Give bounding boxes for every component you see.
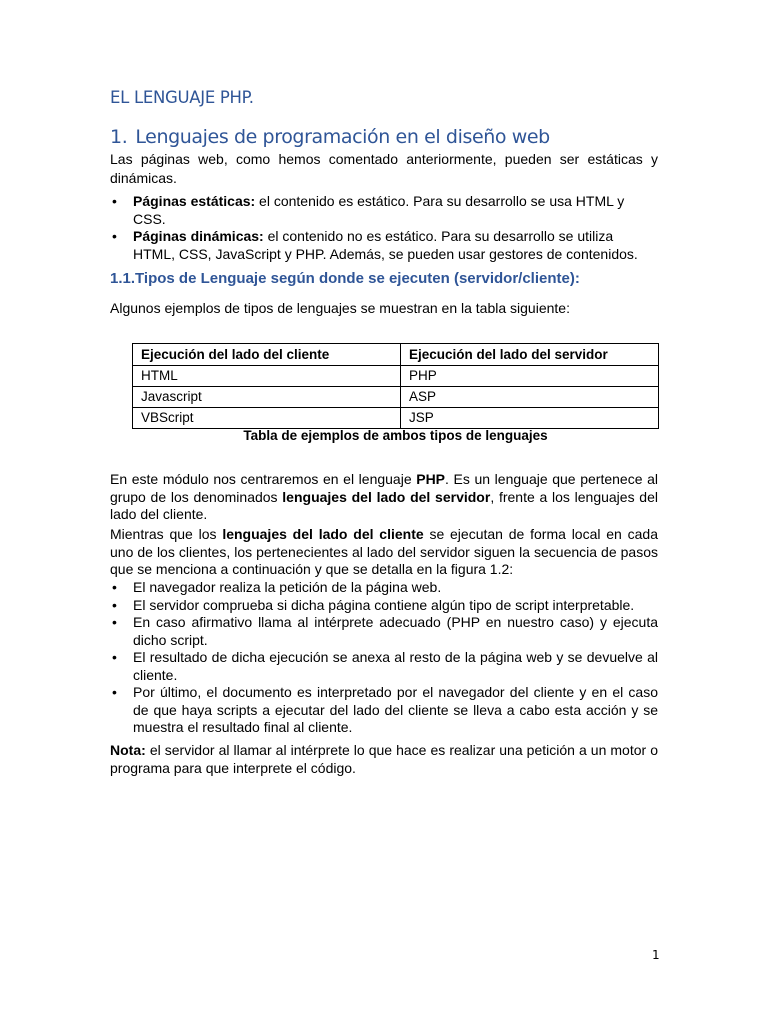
table-cell: Javascript [133,387,401,408]
bullet-icon: • [112,193,117,209]
list-item-text: En caso afirmativo llama al intérprete adecuado (PHP en nuestro caso) y ejecuta dicho script. [133,614,658,648]
text-run: Mientras que los [110,526,223,542]
bullet-icon: • [112,596,117,613]
list-item-text: El resultado de dicha ejecución se anexa al resto de la página web y se devuelve al cliente. [133,649,658,683]
list-item [110,193,658,228]
section-heading [110,126,550,148]
intro-paragraph: Las páginas web, como hemos comentado anteriormente, pueden ser estáticas y dinámicas. [110,151,658,186]
list-item [110,228,658,263]
list-item [110,614,658,649]
text-run: En este módulo nos centraremos en el lenguaje [110,471,417,487]
page-number: 1 [652,948,660,962]
note-text: el servidor al llamar al intérprete lo que hace es realizar una petición a un motor o programa para que interprete el código. [110,742,658,776]
table-cell: PHP [401,366,659,387]
bullet-icon: • [112,579,117,595]
list-item-term: Páginas estáticas: [133,193,256,209]
table-cell: HTML [133,366,401,387]
list-item [110,649,658,684]
list-item-text: el contenido es estático. Para su desarrollo se usa HTML y CSS. [133,193,625,227]
list-item-text: Por último, el documento es interpretado por el navegador del cliente y en el caso de que haya scripts a ejecutar del lado del cliente se lleva a cabo esta acción y se muestra el resultado final al cliente. [133,684,658,735]
steps-list [110,579,658,737]
table-cell: VBScript [133,408,401,429]
examples-paragraph: Algunos ejemplos de tipos de lenguajes se muestran en la tabla siguiente: [110,300,570,316]
list-item [110,597,658,615]
bold-run: PHP [416,471,446,487]
list-item-text: El servidor comprueba si dicha página contiene algún tipo de script interpretable. [133,596,635,613]
table-caption: Tabla de ejemplos de ambos tipos de lenguajes [243,428,548,443]
page-types-list [110,193,658,263]
text-run: , frente a los lenguajes del lado del cliente. [110,488,658,522]
bullet-icon: • [112,228,117,244]
bold-run: lenguajes del lado del servidor [282,488,491,505]
note-label: Nota: [110,742,146,758]
table-row [133,387,659,408]
list-item-text: el contenido no es estático. Para su desarrollo se utiliza HTML, CSS, JavaScript y PHP. Además, se pueden usar gestores de contenidos. [133,228,638,262]
table-header-row [133,344,659,366]
languages-table [132,343,659,429]
bullet-icon: • [112,614,117,630]
column-header-server: Ejecución del lado del servidor [401,344,659,366]
list-item-text: El navegador realiza la petición de la página web. [133,579,442,595]
table-row [133,408,659,429]
text-run: se ejecutan de forma local en cada uno de los clientes, los pertenecientes al lado del servidor siguen la secuencia de pasos que se menciona a continuación y que se detalla en la figura 1.2: [110,526,658,577]
table-cell: JSP [401,408,659,429]
bold-run: lenguajes del lado del cliente [222,526,424,542]
document-title: EL LENGUAJE PHP. [110,88,254,107]
subsection-heading: 1.1.Tipos de Lenguaje según donde se ejecuten (servidor/cliente): [110,270,580,287]
text-run: . Es un lenguaje que pertenece al grupo de los denominados [110,471,658,505]
table-cell: ASP [401,387,659,408]
list-item [110,579,658,597]
note-paragraph [110,742,658,777]
column-header-client: Ejecución del lado del cliente [133,344,401,366]
steps-intro-paragraph [110,526,658,579]
module-paragraph [110,471,658,524]
section-number: 1. [110,126,128,148]
table-row [133,366,659,387]
bullet-icon: • [112,649,117,665]
section-title: Lenguajes de programación en el diseño web [135,126,550,148]
list-item-term: Páginas dinámicas: [133,228,264,244]
list-item [110,684,658,737]
bullet-icon: • [112,684,117,700]
